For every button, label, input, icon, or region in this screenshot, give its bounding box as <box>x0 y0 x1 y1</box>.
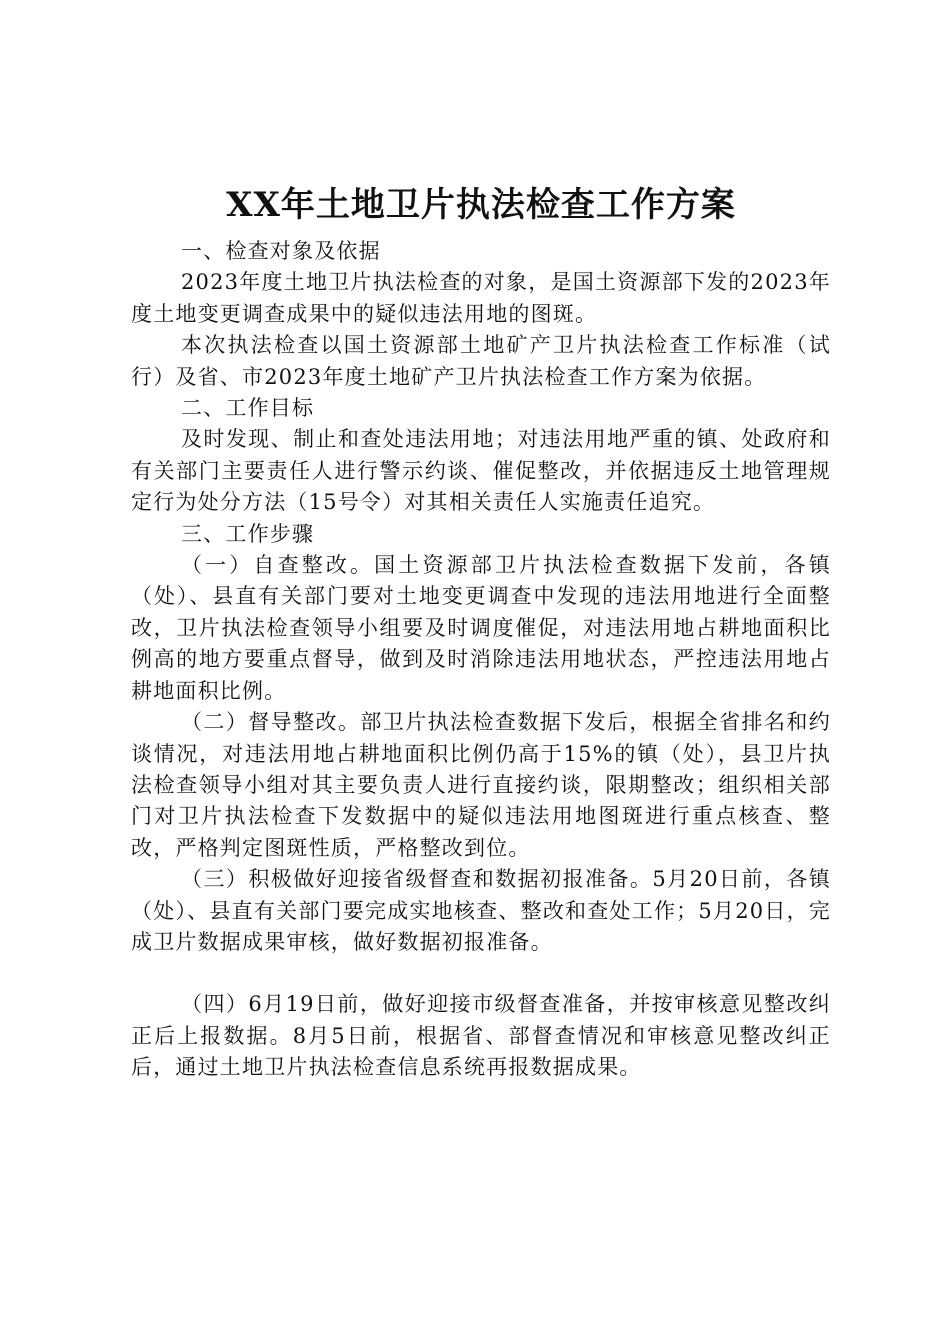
paragraph: 及时发现、制止和查处违法用地；对违法用地严重的镇、处政府和有关部门主要责任人进行警示约谈、催促整改，并依据违反土地管理规定行为处分方法（15号令）对其相关责任人实施责任追究。 <box>131 427 831 515</box>
paragraph: （三）积极做好迎接省级督查和数据初报准备。5月20日前，各镇（处）、县直有关部门要完成实地核查、整改和查处工作；5月20日，完成卫片数据成果审核，做好数据初报准备。 <box>131 867 831 954</box>
paragraph: 本次执法检查以国土资源部土地矿产卫片执法检查工作标准（试行）及省、市2023年度土地矿产卫片执法检查工作方案为依据。 <box>131 333 831 389</box>
paragraph: （一）自查整改。国土资源部卫片执法检查数据下发前，各镇（处）、县直有关部门要对土地变更调查中发现的违法用地进行全面整改，卫片执法检查领导小组要及时调度催促，对违法用地占耕地面积比例高的地方要重点督导，做到及时消除违法用地状态，严控违法用地占耕地面积比例。 <box>131 553 831 703</box>
section-heading-2: 二、工作目标 <box>181 396 315 421</box>
document-page <box>131 178 831 1084</box>
paragraph: （二）督导整改。部卫片执法检查数据下发后，根据全省排名和约谈情况，对违法用地占耕地面积比例仍高于15%的镇（处），县卫片执法检查领导小组对其主要负责人进行直接约谈，限期整改；组织相关部门对卫片执法检查下发数据中的疑似违法用地图斑进行重点核查、整改，严格判定图斑性质，严格整改到位。 <box>131 710 831 860</box>
paragraph: 2023年度土地卫片执法检查的对象，是国土资源部下发的2023年度土地变更调查成果中的疑似违法用地的图斑。 <box>131 270 831 326</box>
paragraph: （四）6月19日前，做好迎接市级督查准备，并按审核意见整改纠正后上报数据。8月5日前，根据省、部督查情况和审核意见整改纠正后，通过土地卫片执法检查信息系统再报数据成果。 <box>131 992 831 1080</box>
section-heading-1: 一、检查对象及依据 <box>181 239 381 263</box>
section-heading-3: 三、工作步骤 <box>181 521 315 546</box>
document-title: XX年土地卫片执法检查工作方案 <box>226 185 736 225</box>
paragraph-gap <box>131 958 831 989</box>
